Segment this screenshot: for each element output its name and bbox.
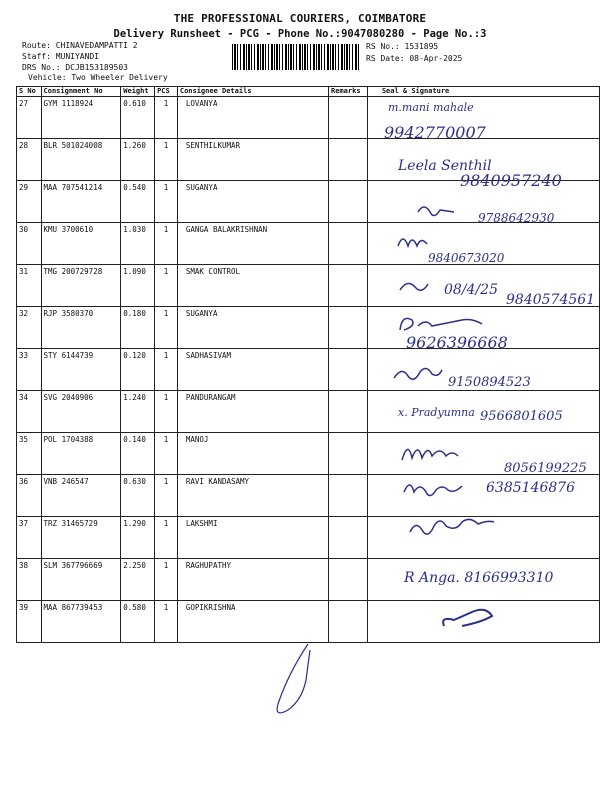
sno-cell: 34 xyxy=(17,391,42,433)
weight-cell: 2.250 xyxy=(121,559,155,601)
phone-36: 6385146876 xyxy=(486,480,576,496)
pcs-cell: 1 xyxy=(155,517,178,559)
weight-cell: 0.630 xyxy=(121,475,155,517)
signature-36 xyxy=(404,485,462,496)
consignment-cell: RJP 3580370 xyxy=(41,307,121,349)
weight-cell: 0.120 xyxy=(121,349,155,391)
consignee-cell: SADHASIVAM xyxy=(177,349,328,391)
company-title: THE PROFESSIONAL COURIERS, COIMBATORE xyxy=(173,12,427,25)
pcs-cell: 1 xyxy=(155,181,178,223)
weight-cell: 1.240 xyxy=(121,391,155,433)
sno-cell: 33 xyxy=(17,349,42,391)
pcs-cell: 1 xyxy=(155,349,178,391)
phone-30: 9840673020 xyxy=(428,251,505,265)
phone-35: 8056199225 xyxy=(504,461,587,476)
staff-label: Staff: MUNIYANDI xyxy=(22,52,100,61)
consignment-cell: MAA 707541214 xyxy=(41,181,121,223)
sno-cell: 29 xyxy=(17,181,42,223)
weight-cell: 0.610 xyxy=(121,97,155,139)
consignment-cell: BLR 501024008 xyxy=(41,139,121,181)
weight-cell: 0.140 xyxy=(121,433,155,475)
signature-32 xyxy=(400,318,482,330)
runsheet-subtitle: Delivery Runsheet - PCG - Phone No.:9047080280 - Page No.:3 xyxy=(113,28,487,40)
consignment-cell: VNB 246547 xyxy=(41,475,121,517)
sno-cell: 36 xyxy=(17,475,42,517)
signature-33 xyxy=(394,368,442,379)
phone-33: 9150894523 xyxy=(448,375,531,390)
sno-cell: 30 xyxy=(17,223,42,265)
sno-cell: 38 xyxy=(17,559,42,601)
signature-35 xyxy=(402,449,458,460)
sno-cell: 32 xyxy=(17,307,42,349)
sno-cell: 27 xyxy=(17,97,42,139)
phone-29: 9788642930 xyxy=(478,211,555,225)
phone-31: 9840574561 xyxy=(506,292,596,308)
phone-32: 9626396668 xyxy=(406,333,508,352)
consignee-cell: RAVI KANDASAMY xyxy=(177,475,328,517)
pcs-cell: 1 xyxy=(155,391,178,433)
weight-cell: 0.540 xyxy=(121,181,155,223)
pcs-cell: 1 xyxy=(155,139,178,181)
col-remarks: Remarks xyxy=(329,87,368,97)
col-weight: Weight xyxy=(121,87,155,97)
phone-27: 9942770007 xyxy=(384,123,486,142)
signature-37 xyxy=(410,519,494,534)
weight-cell: 0.580 xyxy=(121,601,155,643)
consignee-cell: SUGANYA xyxy=(177,181,328,223)
weight-cell: 1.090 xyxy=(121,265,155,307)
date-31: 08/4/25 xyxy=(444,282,498,298)
signature-30 xyxy=(398,239,427,246)
signature-27: m.mani mahale xyxy=(388,101,474,114)
consignment-cell: MAA 867739453 xyxy=(41,601,121,643)
consignment-cell: STY 6144739 xyxy=(41,349,121,391)
consignment-cell: KMU 3700610 xyxy=(41,223,121,265)
pcs-cell: 1 xyxy=(155,223,178,265)
signature-29 xyxy=(418,207,454,216)
sno-cell: 37 xyxy=(17,517,42,559)
consignment-cell: TMG 200729728 xyxy=(41,265,121,307)
consignee-cell: SUGANYA xyxy=(177,307,328,349)
consignee-cell: GANGA BALAKRISHNAN xyxy=(177,223,328,265)
consignment-cell: GYM 1118924 xyxy=(41,97,121,139)
pcs-cell: 1 xyxy=(155,475,178,517)
phone-28: 9840957240 xyxy=(460,171,562,190)
phone-34: 9566801605 xyxy=(480,409,563,424)
consignment-cell: SVG 2040906 xyxy=(41,391,121,433)
consignee-cell: LAKSHMI xyxy=(177,517,328,559)
pcs-cell: 1 xyxy=(155,433,178,475)
signature-39 xyxy=(443,610,492,626)
pcs-cell: 1 xyxy=(155,601,178,643)
rs-number: RS No.: 1531895 xyxy=(366,42,439,51)
weight-cell: 1.260 xyxy=(121,139,155,181)
weight-cell: 1.290 xyxy=(121,517,155,559)
col-pcs: PCS xyxy=(155,87,178,97)
consignee-cell: GOPIKRISHNA xyxy=(177,601,328,643)
vehicle-label: Vehicle: Two Wheeler Delivery xyxy=(28,73,168,82)
consignee-cell: RAGHUPATHY xyxy=(177,559,328,601)
weight-cell: 1.030 xyxy=(121,223,155,265)
signature-31 xyxy=(400,283,428,290)
pcs-cell: 1 xyxy=(155,559,178,601)
weight-cell: 0.180 xyxy=(121,307,155,349)
consignment-cell: POL 1704388 xyxy=(41,433,121,475)
consignment-cell: TRZ 31465729 xyxy=(41,517,121,559)
signature-34: x. Pradyumna xyxy=(398,406,475,419)
col-sno: S No xyxy=(17,87,42,97)
sno-cell: 35 xyxy=(17,433,42,475)
col-consignee: Consignee Details xyxy=(177,87,328,97)
bottom-scribble xyxy=(277,644,310,713)
consignee-cell: MANOJ xyxy=(177,433,328,475)
col-signature: Seal & Signature xyxy=(367,87,599,97)
signature-38: R Anga. 8166993310 xyxy=(404,570,554,586)
signature-28: Leela Senthil xyxy=(398,158,492,174)
pcs-cell: 1 xyxy=(155,97,178,139)
rs-date: RS Date: 08-Apr-2025 xyxy=(366,54,463,63)
consignee-cell: SMAK CONTROL xyxy=(177,265,328,307)
sno-cell: 28 xyxy=(17,139,42,181)
consignment-cell: SLM 367796669 xyxy=(41,559,121,601)
consignee-cell: SENTHILKUMAR xyxy=(177,139,328,181)
drs-label: DRS No.: DCJB153189503 xyxy=(22,63,128,72)
sno-cell: 31 xyxy=(17,265,42,307)
sno-cell: 39 xyxy=(17,601,42,643)
consignee-cell: PANDURANGAM xyxy=(177,391,328,433)
consignee-cell: LOVANYA xyxy=(177,97,328,139)
pcs-cell: 1 xyxy=(155,265,178,307)
col-consignment: Consignment No xyxy=(41,87,121,97)
route-label: Route: CHINAVEDAMPATTI 2 xyxy=(22,41,138,50)
pcs-cell: 1 xyxy=(155,307,178,349)
